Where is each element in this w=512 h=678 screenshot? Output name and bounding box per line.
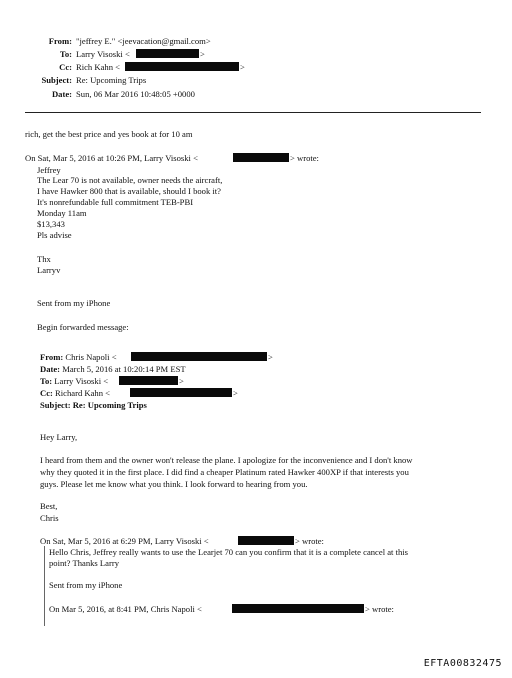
subject-label: Subject: [41,75,72,85]
fwd-from-close: > [268,352,273,362]
fwd-date-value: March 5, 2016 at 10:20:14 PM EST [62,364,186,374]
sent-from: Sent from my iPhone [49,580,123,590]
fwd-cc-value: Richard Kahn < [55,388,111,398]
date-label: Date: [51,89,72,99]
sent-from: Sent from my iPhone [37,298,111,308]
quote-thx: Thx [37,254,51,264]
cc-label: Cc: [59,62,72,72]
redaction-box [130,388,232,397]
forward-notice: Begin forwarded message: [37,322,129,332]
quote-line: I have Hawker 800 that is available, should I book it? [37,186,221,196]
fwd-subject-value: Re: Upcoming Trips [72,400,147,410]
from-label: From: [48,36,72,46]
body-line: point? Thanks Larry [49,558,120,568]
fwd-to-label: To: [40,376,53,386]
cc-value-close: > [240,62,245,72]
quote-intro: On Mar 5, 2016, at 8:41 PM, Chris Napoli < [49,604,202,614]
quote-bar [44,546,45,626]
quote-intro: On Sat, Mar 5, 2016 at 6:29 PM, Larry Visoski < [40,536,209,546]
quote-line: Jeffrey [37,165,61,175]
redaction-box [233,153,289,162]
fwd-cc-label: Cc: [40,388,53,398]
fwd-cc-close: > [233,388,238,398]
quote-line: $13,343 [37,219,65,229]
quote-line: The Lear 70 is not available, owner needs the aircraft, [37,175,223,185]
greeting: Hey Larry, [40,432,78,442]
quote-line: Pls advise [37,230,72,240]
fwd-subject-label: Subject: [40,400,71,410]
redaction-box [125,62,239,71]
signature: Chris [40,513,59,523]
from-value: "jeffrey E." <jeevacation@gmail.com> [76,36,211,46]
to-label: To: [59,49,72,59]
body-line: I heard from them and the owner won't release the plane. I apologize for the inconvenience and I don't know [40,455,413,465]
body-line: guys. Please let me know what you think. I look forward to hearing from you. [40,479,308,489]
body-line: Hello Chris, Jeffrey really wants to use the Learjet 70 can you confirm that it is a complete cancel at this [49,547,408,557]
to-value-close: > [200,49,205,59]
quote-intro: On Sat, Mar 5, 2016 at 10:26 PM, Larry Visoski < [25,153,198,163]
quote-line: Monday 11am [37,208,87,218]
fwd-from-label: From: [40,352,64,362]
fwd-date-label: Date: [40,364,61,374]
reply-text: rich, get the best price and yes book at for 10 am [25,129,193,139]
fwd-to-close: > [179,376,184,386]
redaction-box [136,49,199,58]
fwd-to-value: Larry Visoski < [54,376,109,386]
to-value: Larry Visoski < [76,49,130,59]
quote-intro-end: > wrote: [295,536,324,546]
subject-value: Re: Upcoming Trips [76,75,147,85]
fwd-from-value: Chris Napoli < [65,352,117,362]
quote-intro-end: > wrote: [365,604,394,614]
header-divider [25,112,481,113]
redaction-box [232,604,364,613]
closing: Best, [40,501,58,511]
document-id: EFTA00832475 [423,658,502,669]
body-line: why they quoted it in the first place. I did find a cheaper Platinum rated Hawker 400XP if that interests you [40,467,409,477]
cc-value: Rich Kahn < [76,62,120,72]
quote-line: It's nonrefundable full commitment TEB-PBI [37,197,194,207]
quote-intro-end: > wrote: [290,153,319,163]
redaction-box [131,352,267,361]
date-value: Sun, 06 Mar 2016 10:48:05 +0000 [76,89,195,99]
quote-signature: Larryv [37,265,61,275]
redaction-box [238,536,294,545]
redaction-box [119,376,178,385]
